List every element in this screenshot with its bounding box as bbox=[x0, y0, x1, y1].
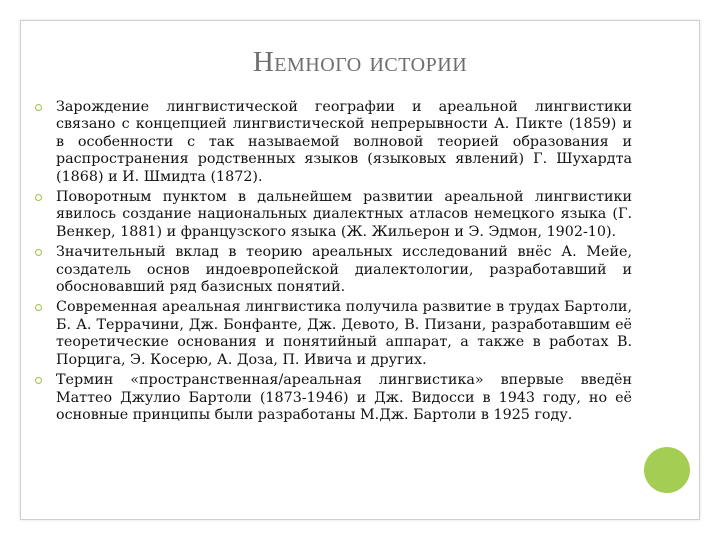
bullet-text: Поворотным пунктом в дальнейшем развитии ареальной лингвистики явилось создание национальных диалектных атласов немецкого языка (Г. Венкер, 1881) и французского языка (Ж. Жильерон и Э. Эдмон, 1902-10). bbox=[56, 189, 632, 240]
bullet-ring-icon bbox=[35, 249, 42, 256]
bullet-ring-icon bbox=[35, 104, 42, 111]
bullet-item bbox=[34, 244, 632, 296]
decorative-circle-icon bbox=[644, 447, 690, 493]
bullet-item bbox=[34, 99, 632, 186]
bullet-item bbox=[34, 189, 632, 241]
bullet-ring-icon bbox=[35, 304, 42, 311]
bullet-ring-icon bbox=[35, 377, 42, 384]
bullet-text: Значительный вклад в теорию ареальных исследований внёс А. Мейе, создатель основ индоевропейской диалектологии, разработавший и обосновавший ряд базисных понятий. bbox=[56, 244, 632, 296]
bullet-item bbox=[34, 299, 632, 369]
bullet-text: Современная ареальная лингвистика получила развитие в трудах Бартоли, Б. А. Террачини, Дж. Бонфанте, Дж. Девото, В. Пизани, разработавшим её теоретические основания и понятийный аппарат, а также в работах В. Порцига, Э. Косерю, А. Доза, П. Ивича и других. bbox=[56, 299, 632, 368]
slide-title: Немного истории bbox=[252, 46, 468, 78]
bullet-ring-icon bbox=[35, 194, 42, 201]
bullet-text: Зарождение лингвистической географии и ареальной лингвистики связано с концепцией лингвистической непрерывности А. Пикте (1859) и в особенности с так называемой волновой теорией образования и распространения родственных языков (языковых явлений) Г. Шухардта (1868) и И. Шмидта (1872). bbox=[56, 99, 632, 185]
bullet-text: Термин «пространственная/ареальная лингвистика» впервые введён Маттео Джулио Бартоли (1873-1946) и Дж. Видосси в 1943 году, но её основные принципы были разработаны М.Дж. Бартоли в 1925 году. bbox=[56, 372, 632, 423]
bullet-list bbox=[34, 99, 632, 427]
bullet-item bbox=[34, 372, 632, 424]
